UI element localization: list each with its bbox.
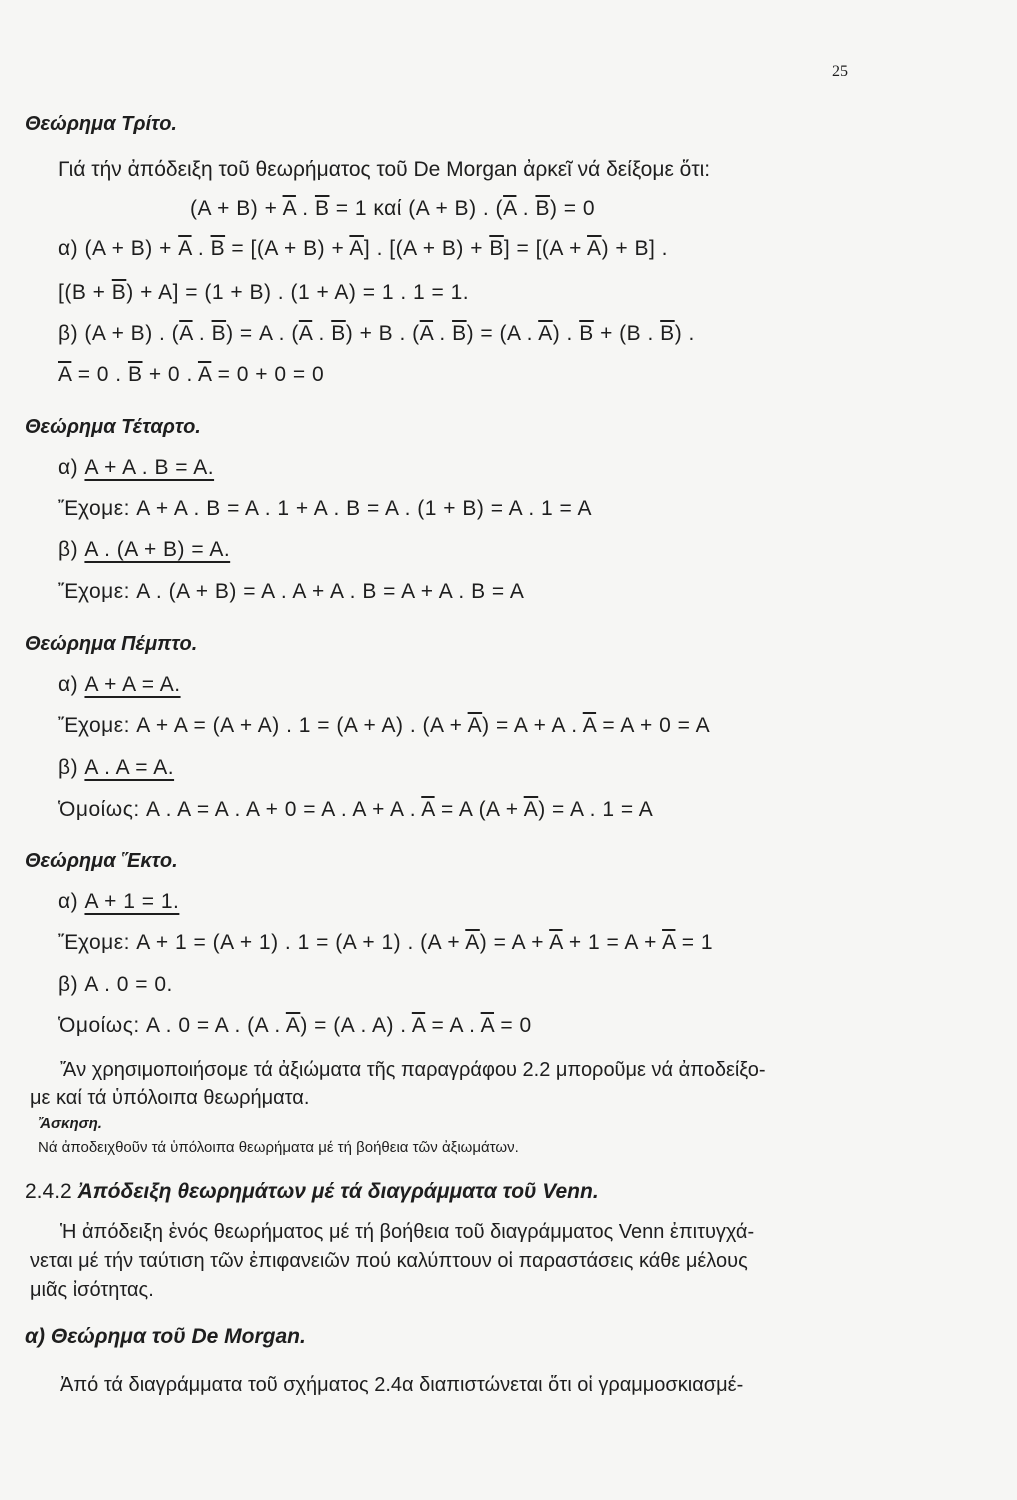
text: ) + B . ( <box>345 322 420 345</box>
complement: $\overline{A}$ <box>411 1014 426 1037</box>
complement: $\overline{A}$ <box>282 197 296 220</box>
text: Ὁμοίως: A . 0 = A . (A . <box>58 1014 286 1037</box>
complement: $\overline{B}$ <box>314 197 330 220</box>
text: . <box>433 322 453 345</box>
text: = A + 0 = A <box>596 714 711 737</box>
text: ) = (A . <box>466 322 539 345</box>
text: = 0 <box>494 1014 532 1037</box>
complement: $\overline{A}$ <box>582 714 597 737</box>
complement: $\overline{A}$ <box>419 322 434 345</box>
text: α) <box>58 673 85 696</box>
text: [(B + <box>58 281 112 304</box>
text: . <box>191 237 211 260</box>
text: α) <box>58 456 85 479</box>
text: = A (A + <box>434 798 524 821</box>
complement: $\overline{B}$ <box>211 322 227 345</box>
venn-paragraph-line-3: μιᾶς ἰσότητας. <box>30 1279 154 1301</box>
theorem-6-alpha-proof <box>58 931 713 955</box>
law: A + A = A. <box>84 673 181 696</box>
complement: $\overline{A}$ <box>179 322 193 345</box>
section-number: 2.4.2 <box>25 1180 72 1203</box>
theorem-4-alpha <box>58 456 214 480</box>
complement: $\overline{B}$ <box>452 322 467 345</box>
theorem-4-beta <box>58 538 230 562</box>
heading-theorem-5: Θεώρημα Πέμπτο. <box>25 633 198 655</box>
complement: $\overline{A}$ <box>523 798 539 821</box>
text: ) = A + <box>479 931 550 954</box>
complement: $\overline{B}$ <box>489 237 504 260</box>
text: ) + B] . <box>601 237 668 260</box>
text: + 1 = A + <box>562 931 663 954</box>
axioms-paragraph-line-1: Ἄν χρησιμοποιήσομε τά ἀξιώματα τῆς παραγράφου 2.2 μποροῦμε νά ἀποδείξο- <box>60 1059 766 1081</box>
subsection-heading <box>25 1325 306 1349</box>
text: = [(A + B) + <box>225 237 350 260</box>
text: = A . <box>425 1014 481 1037</box>
heading-theorem-4: Θεώρημα Τέταρτο. <box>25 416 201 438</box>
text: ) + A] = (1 + B) . (1 + A) = 1 . 1 = 1. <box>126 281 470 304</box>
de-morgan-statement <box>190 197 595 221</box>
text: = 0 + 0 = 0 <box>211 363 325 386</box>
section-heading <box>25 1180 599 1204</box>
text: ) = 0 <box>549 197 596 220</box>
complement: $\overline{A}$ <box>662 931 676 954</box>
complement: $\overline{A}$ <box>58 363 72 386</box>
text: + (B . <box>593 322 661 345</box>
complement: $\overline{A}$ <box>349 237 364 260</box>
text: α) <box>58 890 85 913</box>
heading-theorem-3: Θεώρημα Τρίτο. <box>25 113 177 135</box>
complement: $\overline{B}$ <box>535 197 550 220</box>
text: ) . <box>552 322 580 345</box>
venn-paragraph-line-1: Ἡ ἀπόδειξη ἑνός θεωρήματος μέ τή βοήθεια τοῦ διαγράμματος Venn ἐπιτυγχά- <box>60 1221 755 1243</box>
theorem-6-alpha <box>58 890 179 914</box>
text: Ἔχομε: A + 1 = (A + 1) . 1 = (A + 1) . (A + <box>58 931 466 954</box>
complement: $\overline{A}$ <box>480 1014 495 1037</box>
last-paragraph-line: Ἀπό τά διαγράμματα τοῦ σχήματος 2.4α διαπιστώνεται ὅτι οἱ γραμμοσκιασμέ- <box>60 1374 744 1396</box>
exercise-label: Ἄσκηση. <box>38 1115 102 1132</box>
axioms-paragraph-line-2: με καί τά ὑπόλοιπα θεωρήματα. <box>30 1087 310 1109</box>
complement: $\overline{B}$ <box>210 237 226 260</box>
text: Ἔχομε: A + A = (A + A) . 1 = (A + A) . (A + <box>58 714 468 737</box>
complement: $\overline{A}$ <box>178 237 192 260</box>
complement: $\overline{A}$ <box>467 714 483 737</box>
text: ] . [(A + B) + <box>363 237 490 260</box>
text: ) = A + A . <box>482 714 583 737</box>
text: ) = A . ( <box>226 322 299 345</box>
text: ] = [(A + <box>503 237 588 260</box>
page-number: 25 <box>832 63 848 80</box>
text: β) <box>58 538 85 561</box>
theorem-5-beta-proof <box>58 798 653 822</box>
venn-paragraph-line-2: νεται μέ τήν ταύτιση τῶν ἐπιφανειῶν πού καλύπτουν οἱ παραστάσεις κάθε μέλους <box>30 1250 748 1272</box>
complement: $\overline{A}$ <box>503 197 517 220</box>
theorem-4-beta-proof: Ἔχομε: A . (A + B) = A . A + A . B = A + A . B = A <box>58 580 525 603</box>
text: β) <box>58 756 85 779</box>
theorem-5-alpha <box>58 673 181 697</box>
complement: $\overline{B}$ <box>127 363 143 386</box>
text: ) = (A . A) . <box>300 1014 412 1037</box>
text: = 0 . <box>71 363 128 386</box>
exercise-text: Νά ἀποδειχθοῦν τά ὑπόλοιπα θεωρήματα μέ τή βοήθεια τῶν ἀξιωμάτων. <box>38 1139 519 1156</box>
theorem-3-intro: Γιά τήν ἀπόδειξη τοῦ θεωρήματος τοῦ De Morgan ἀρκεῖ νά δείξομε ὅτι: <box>58 158 711 181</box>
theorem-3-beta-line-2 <box>58 363 324 387</box>
text: β) (A + B) . ( <box>58 322 180 345</box>
complement: $\overline{A}$ <box>298 322 313 345</box>
complement: $\overline{A}$ <box>197 363 212 386</box>
text: = 1 καί (A + B) . ( <box>329 197 504 220</box>
law: A . A = A. <box>84 756 175 779</box>
theorem-5-alpha-proof <box>58 714 710 738</box>
theorem-5-beta <box>58 756 174 780</box>
text: + 0 . <box>142 363 198 386</box>
complement: $\overline{A}$ <box>285 1014 301 1037</box>
text: ) = A . 1 = A <box>538 798 654 821</box>
theorem-4-alpha-proof: Ἔχομε: A + A . B = A . 1 + A . B = A . (1 + B) = A . 1 = A <box>58 497 592 520</box>
text: α) (A + B) + <box>58 237 179 260</box>
theorem-3-beta-line-1 <box>58 322 695 346</box>
complement: $\overline{B}$ <box>331 322 346 345</box>
theorem-6-beta: β) A . 0 = 0. <box>58 973 173 996</box>
theorem-3-alpha-line-1 <box>58 237 668 261</box>
complement: $\overline{B}$ <box>111 281 127 304</box>
law: A + A . B = A. <box>84 456 215 479</box>
complement: $\overline{B}$ <box>579 322 594 345</box>
law: A + 1 = 1. <box>84 890 180 913</box>
text: ) . <box>674 322 695 345</box>
text: . <box>312 322 332 345</box>
complement: $\overline{B}$ <box>660 322 675 345</box>
law: A . (A + B) = A. <box>84 538 231 561</box>
text: . <box>516 197 536 220</box>
complement: $\overline{A}$ <box>549 931 563 954</box>
complement: $\overline{A}$ <box>465 931 480 954</box>
complement: $\overline{A}$ <box>587 237 602 260</box>
subsection-label: α) <box>25 1325 46 1348</box>
text: . <box>295 197 315 220</box>
text: Ὁμοίως: A . A = A . A + 0 = A . A + A . <box>58 798 422 821</box>
text: = 1 <box>675 931 714 954</box>
complement: $\overline{A}$ <box>421 798 435 821</box>
theorem-3-alpha-line-2 <box>58 281 469 305</box>
section-title: Ἀπόδειξη θεωρημάτων μέ τά διαγράμματα τοῦ Venn. <box>77 1180 599 1203</box>
heading-theorem-6: Θεώρημα Ἕκτο. <box>25 850 178 872</box>
text: (A + B) + <box>190 197 283 220</box>
text: . <box>192 322 212 345</box>
theorem-6-beta-proof <box>58 1014 532 1038</box>
complement: $\overline{A}$ <box>538 322 553 345</box>
subsection-title: Θεώρημα τοῦ De Morgan. <box>50 1325 306 1348</box>
